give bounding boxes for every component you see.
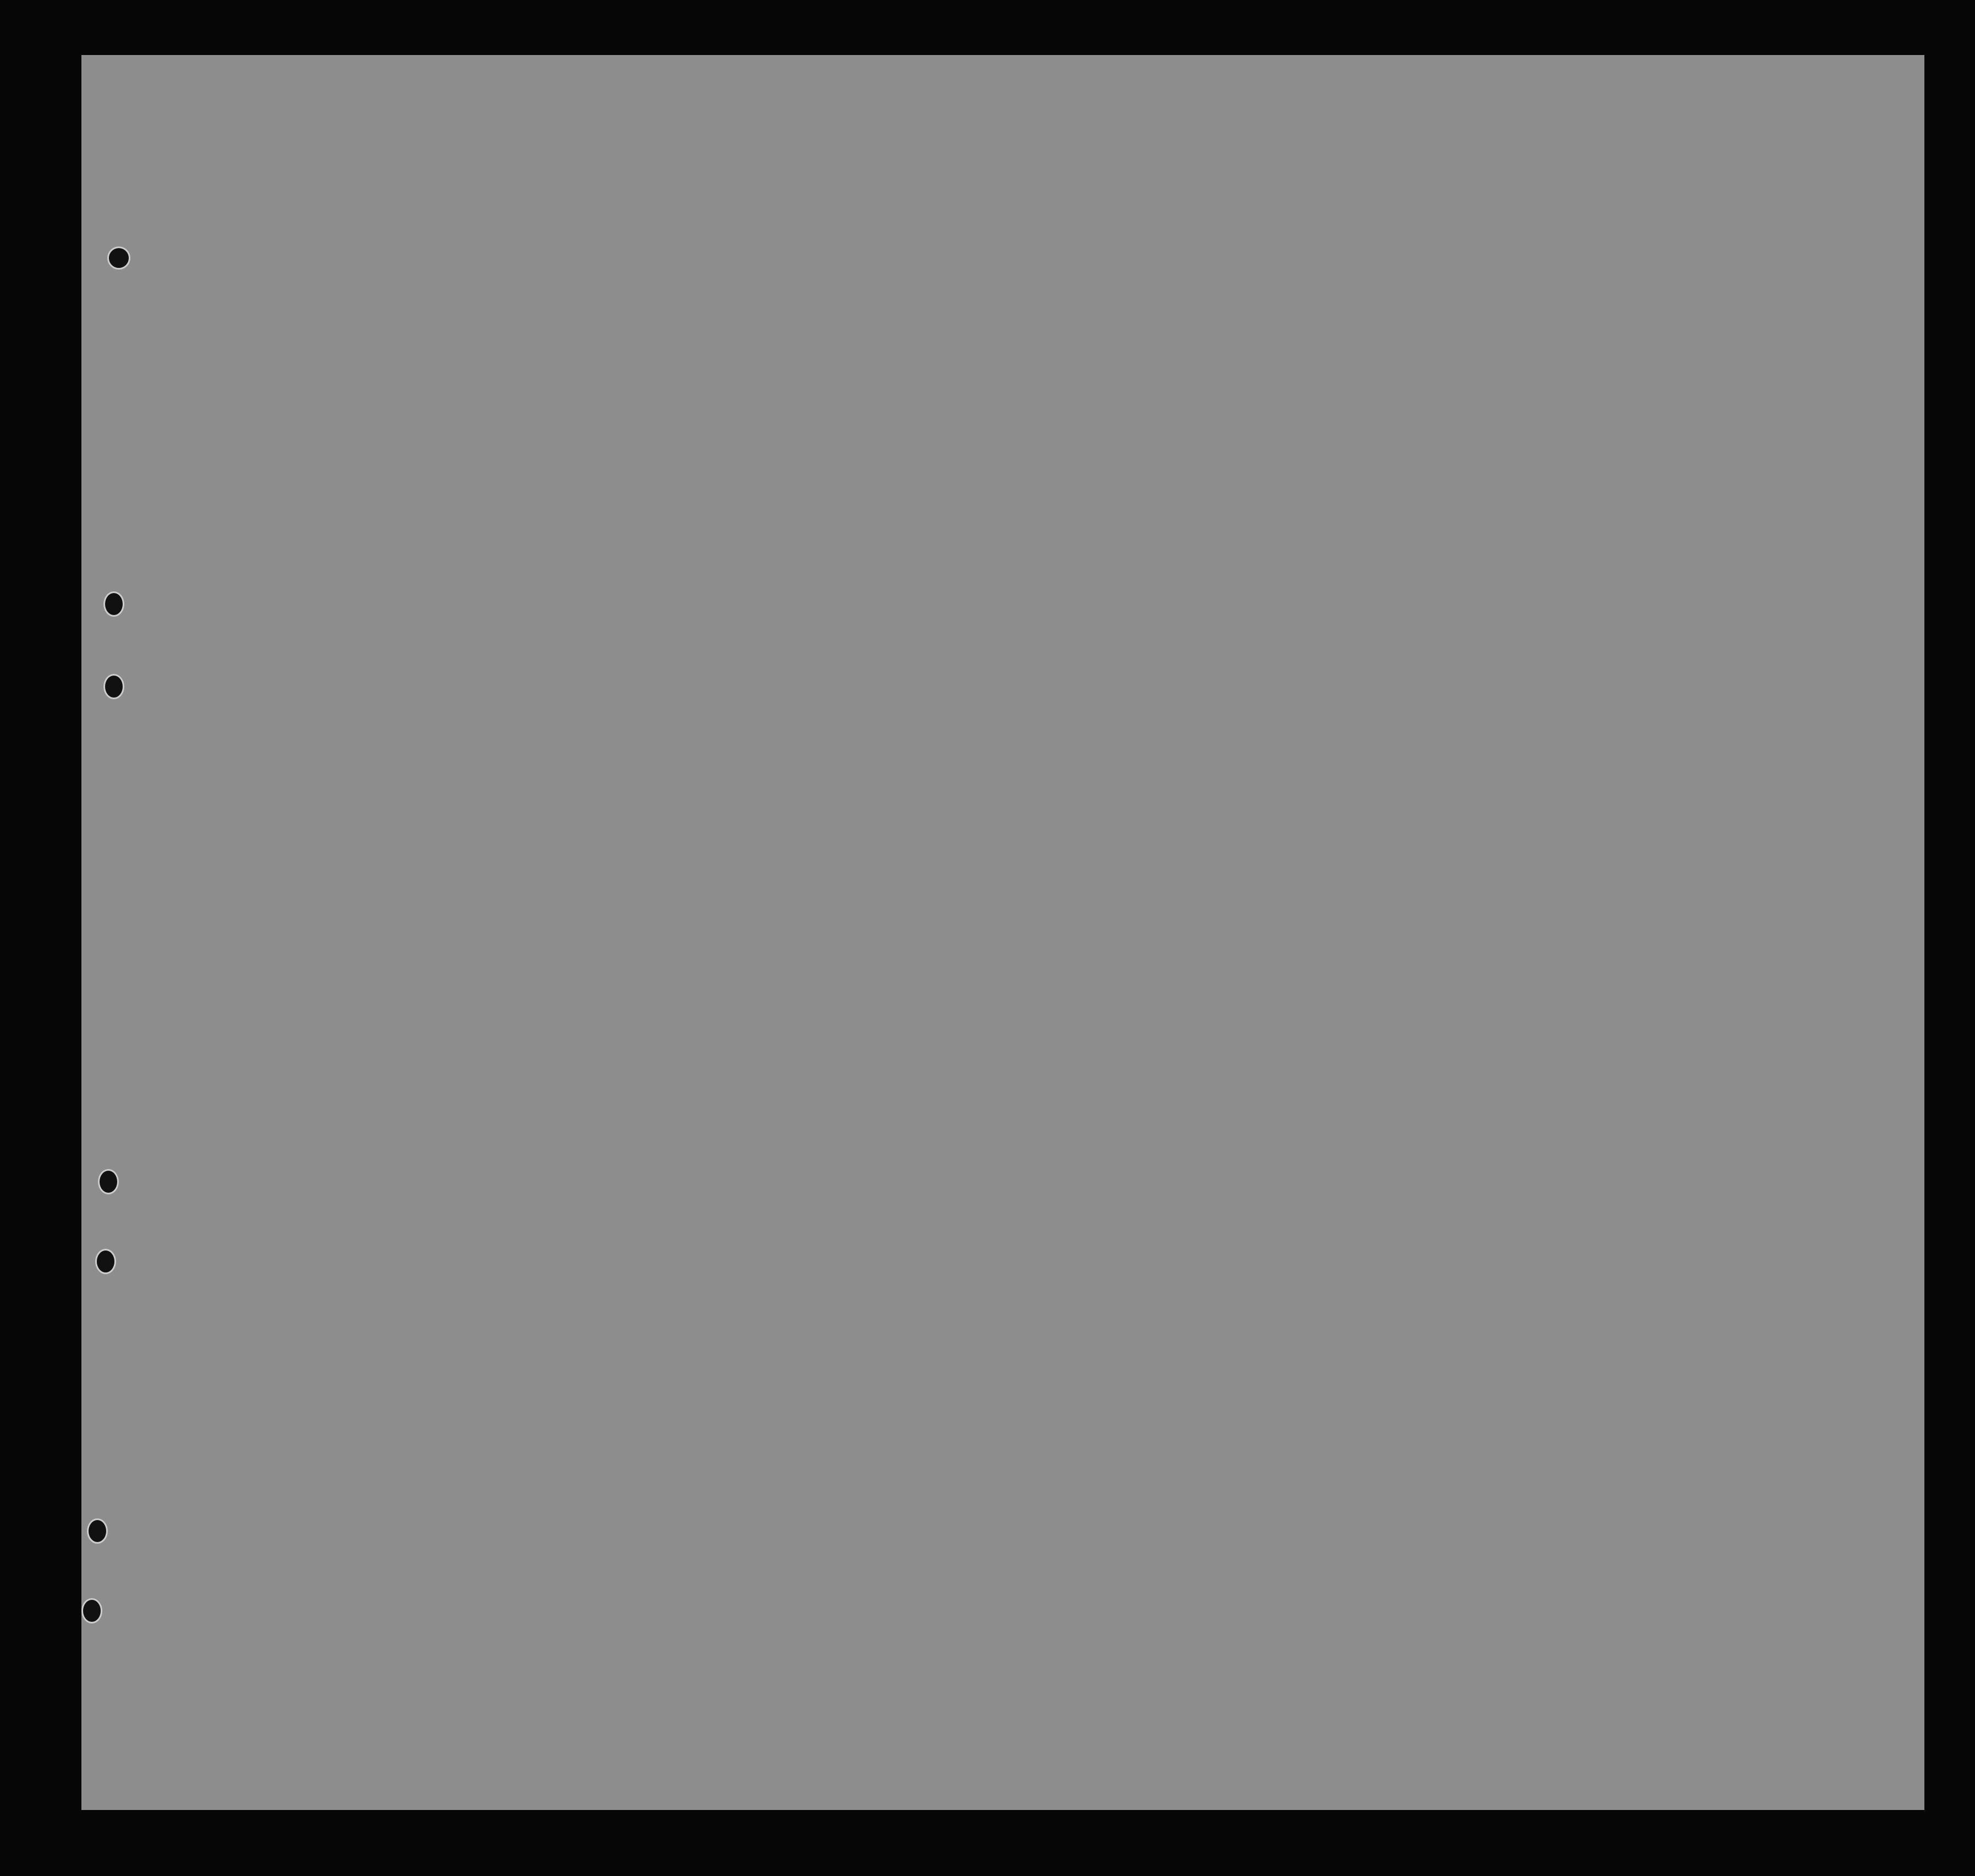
- col-weight-header: [1546, 286, 1593, 319]
- col-marks-header: [1595, 286, 1711, 314]
- col-read-header: [1136, 286, 1191, 306]
- col-height-header: [1496, 286, 1543, 319]
- col-name-header: [286, 286, 644, 311]
- col-age-header: [1194, 286, 1243, 319]
- col-paid-off-header: [1032, 286, 1133, 306]
- col-number-header: [140, 286, 173, 294]
- col-prev-voyage-header: [179, 286, 283, 294]
- col-race-header: [1309, 286, 1381, 319]
- col-nationality-header: [1384, 286, 1494, 319]
- col-position-header: [726, 286, 847, 320]
- col-sex-header: [1246, 286, 1307, 319]
- col-shipped-header: [850, 286, 1026, 306]
- col-service-header: [649, 286, 721, 294]
